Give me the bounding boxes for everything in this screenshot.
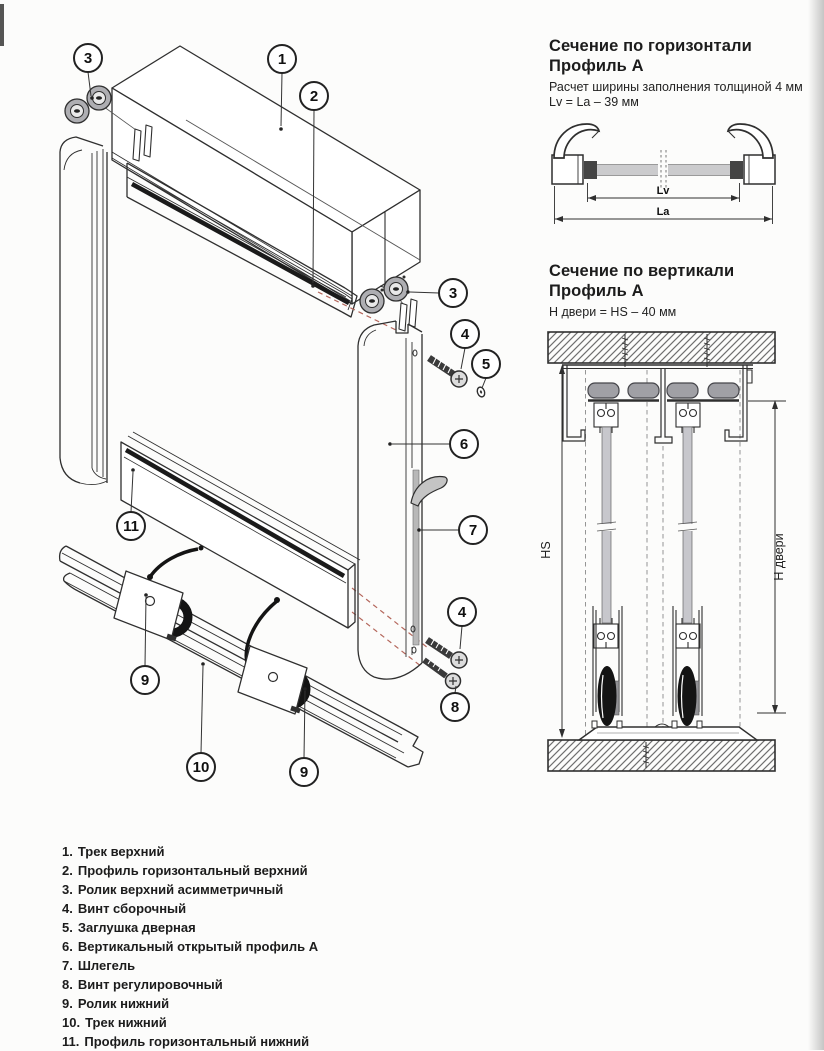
door-cap <box>476 386 486 398</box>
bottom-wheel-right <box>678 666 697 726</box>
bottom-roller-right <box>238 597 307 714</box>
vertical-open-profile <box>358 321 447 679</box>
callout-11-num: 11 <box>123 518 139 535</box>
scan-edge-shadow <box>808 0 824 1050</box>
legend-item-1: 1. Трек верхний <box>62 844 165 859</box>
horizontal-section-diagram <box>552 124 775 224</box>
dim-label-la: La <box>656 206 670 218</box>
bottom-track <box>60 546 423 767</box>
bottom-door-assemblies <box>593 606 702 726</box>
vertical-section-title-line2: Профиль А <box>549 282 644 300</box>
horizontal-section-title-line2: Профиль А <box>549 57 644 75</box>
callout-8-num: 8 <box>450 699 460 716</box>
callout-7-num: 7 <box>468 522 478 539</box>
parts-legend <box>62 842 318 1051</box>
dim-label-h-door: Н двери <box>772 533 786 581</box>
top-slab <box>548 332 775 363</box>
legend-item-4: 4. Винт сборочный <box>62 901 187 916</box>
bottom-roller-left <box>114 546 204 641</box>
dim-label-lv: Lv <box>656 185 670 197</box>
bottom-wheel-left <box>598 666 617 726</box>
panel-clamp-right <box>730 161 743 179</box>
legend-item-3: 3. Ролик верхний асимметричный <box>62 882 284 897</box>
panel-clamp-left <box>584 161 597 179</box>
scan-artifact-mark <box>0 4 4 46</box>
callout-3b-num: 3 <box>448 285 458 302</box>
exploded-view <box>60 44 500 786</box>
assembly-screw-upper <box>429 356 467 387</box>
profile-handle-left <box>554 124 599 158</box>
callout-3a-num: 3 <box>83 50 93 67</box>
dimension-lv <box>588 183 740 202</box>
legend-item-9: 9. Ролик нижний <box>62 996 170 1011</box>
legend-item-11: 11. Профиль горизонтальный нижний <box>62 1034 310 1049</box>
legend-item-2: 2. Профиль горизонтальный верхний <box>62 863 308 878</box>
callout-1-num: 1 <box>277 51 287 68</box>
vertical-section-diagram <box>539 332 786 771</box>
vertical-section-note1: Н двери = HS – 40 мм <box>549 305 677 319</box>
horizontal-section-title-line1: Сечение по горизонтали <box>549 37 752 55</box>
top-track-section <box>562 365 753 443</box>
left-vertical-profile <box>60 137 107 485</box>
legend-item-8: 8. Винт регулировочный <box>62 977 223 992</box>
top-track <box>112 46 420 304</box>
horizontal-section-note2: Lv = La – 39 мм <box>549 95 639 109</box>
callout-10-num: 10 <box>192 759 210 776</box>
legend-item-7: 7. Шлегель <box>62 958 136 973</box>
legend-item-5: 5. Заглушка дверная <box>62 920 196 935</box>
callout-9a-num: 9 <box>140 672 150 689</box>
callout-5-num: 5 <box>481 356 491 373</box>
callout-9b-num: 9 <box>299 764 309 781</box>
callout-2-num: 2 <box>309 88 319 105</box>
callout-6-num: 6 <box>459 436 469 453</box>
top-rollers-section <box>588 383 739 398</box>
legend-item-10: 10. Трек нижний <box>62 1015 167 1030</box>
dimension-hs <box>539 365 565 738</box>
horizontal-section-note1: Расчет ширины заполнения толщиной 4 мм <box>549 80 803 94</box>
bottom-slab <box>548 740 775 771</box>
callout-4b-num: 4 <box>457 604 467 621</box>
dim-label-hs: HS <box>539 541 553 559</box>
profile-handle-right <box>728 124 773 158</box>
vertical-section-title-line1: Сечение по вертикали <box>549 262 735 280</box>
dimension-h-door <box>748 400 786 714</box>
legend-item-6: 6. Вертикальный открытый профиль А <box>62 939 319 954</box>
callout-4a-num: 4 <box>460 326 470 343</box>
